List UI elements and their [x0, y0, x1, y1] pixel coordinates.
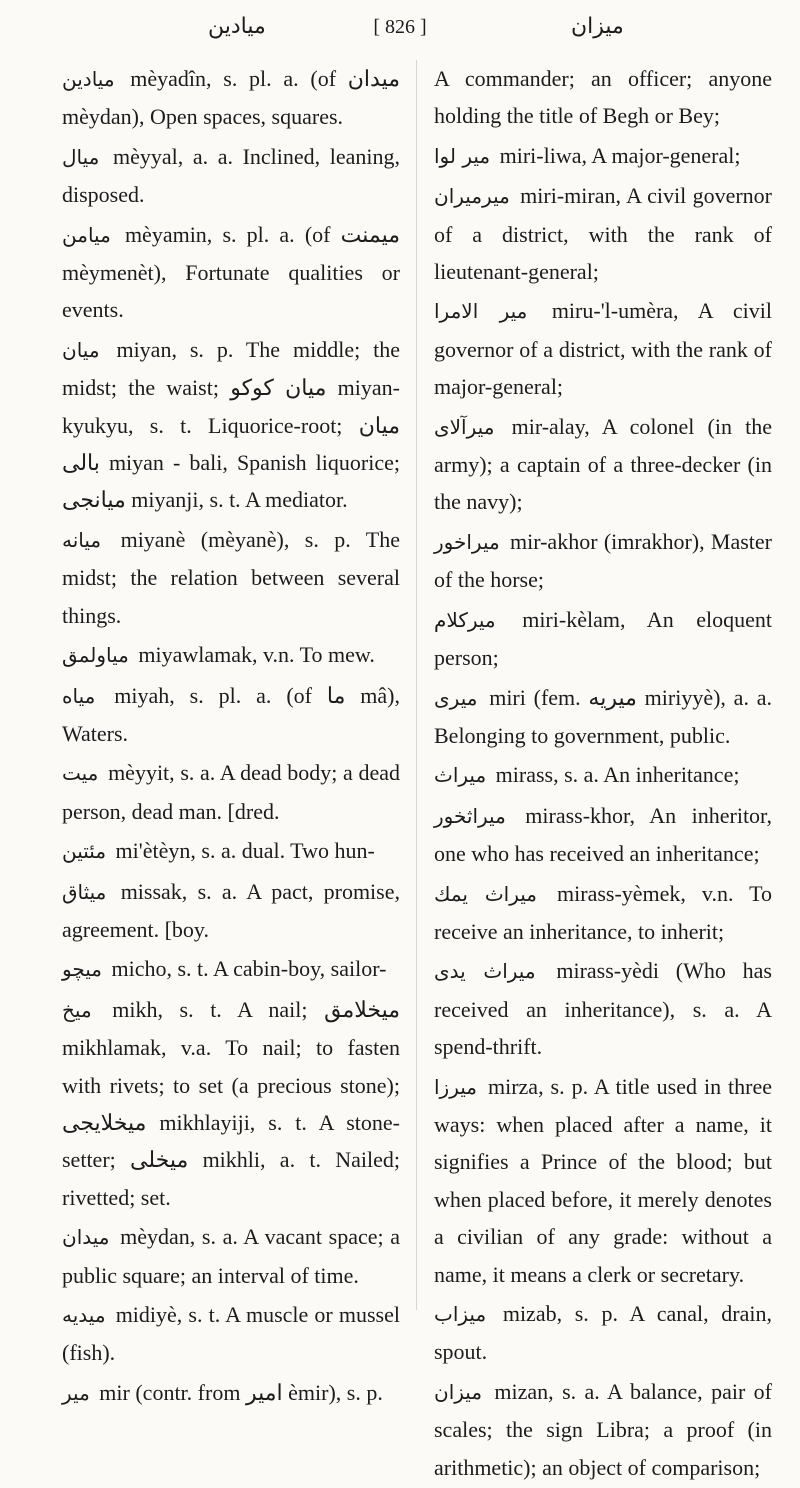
entry-arabic-headword: میراث یدی	[434, 959, 536, 984]
entry-definition: micho, s. t. A cabin-boy, sailor-	[111, 956, 387, 982]
entry-arabic-headword: میدان	[62, 1225, 110, 1250]
entry-arabic-headword: میراث	[434, 763, 487, 788]
dictionary-entry	[434, 177, 772, 290]
dictionary-entry	[62, 1374, 400, 1412]
dictionary-entry	[434, 292, 772, 405]
entry-definition: miyan, s. p. The middle; the midst; the waist; میان کوکو miyan-kyukyu, s. t. Liquorice-root; میان بالی miyan - bali, Spanish liquorice; میانجی miyanji, s. t. A mediator.	[62, 336, 400, 513]
entry-definition: mirass-khor, An inheritor, one who has received an inheritance;	[434, 802, 773, 867]
entry-arabic-headword: میت	[62, 761, 99, 786]
dictionary-entry	[62, 991, 400, 1216]
dictionary-entry	[62, 754, 400, 830]
entry-definition: mèyamin, s. pl. a. (of میمنت mèymenèt), Fortunate qualities or events.	[62, 221, 401, 323]
dictionary-entry	[434, 137, 772, 175]
entry-definition: mir-alay, A colonel (in the army); a captain of a three-decker (in the navy);	[434, 413, 772, 515]
entry-definition: midiyè, s. t. A muscle or mussel (fish).	[62, 1302, 400, 1366]
entry-arabic-headword: میزان	[434, 1379, 483, 1404]
entry-arabic-headword: میرآلای	[434, 414, 495, 439]
dictionary-entry	[62, 521, 400, 634]
entry-arabic-headword: میدیه	[62, 1303, 106, 1327]
entry-definition: mi'ètèyn, s. a. dual. Two hun-	[115, 838, 375, 864]
entry-definition: miyawlamak, v.n. To mew.	[138, 642, 375, 668]
dictionary-entry	[62, 331, 400, 519]
entry-definition: mèyyit, s. a. A dead body; a dead person, dead man. [dred.	[62, 760, 401, 824]
entry-arabic-headword: میراخور	[434, 529, 500, 554]
dictionary-entry	[62, 1296, 400, 1372]
entry-arabic-headword: میر لوا	[434, 143, 491, 168]
dictionary-entry	[62, 138, 400, 214]
right-running-headword: میزان	[571, 14, 624, 39]
entry-arabic-headword: میادین	[62, 67, 115, 91]
dictionary-entry	[62, 950, 400, 988]
entry-definition: mikh, s. t. A nail; میخلامق mikhlamak, v.a. To nail; to fasten with rivets; to set (a precious stone); میخلایجی mikhlayiji, s. t. A stone-setter; میخلی mikhli, a. t. Nailed; rivetted; set.	[62, 996, 400, 1210]
entry-arabic-headword: میچو	[62, 957, 102, 982]
entry-definition: miri-miran, A civil governor of a district, with the rank of lieutenant-general;	[434, 183, 772, 285]
entry-definition: miri-kèlam, An eloquent person;	[434, 606, 773, 671]
entry-arabic-headword: میر	[62, 1380, 90, 1405]
dictionary-entry	[434, 60, 772, 135]
dictionary-entry	[434, 797, 772, 873]
entry-arabic-headword: میاه	[62, 683, 96, 708]
entry-definition: miyah, s. pl. a. (of ما mâ), Waters.	[62, 682, 401, 746]
right-column	[434, 60, 772, 1488]
entry-arabic-headword: مئتین	[62, 839, 107, 864]
entry-arabic-headword: میال	[62, 144, 100, 169]
entry-definition: mirass-yèmek, v.n. To receive an inheritance, to inherit;	[434, 880, 772, 944]
entry-definition: A commander; an officer; anyone holding the title of Begh or Bey;	[434, 66, 772, 129]
dictionary-entry	[434, 408, 772, 521]
entry-definition: mirza, s. p. A title used in three ways: when placed after a name, it signifies a Prince of the blood; but when placed before, it merely denotes a civilian of any grade: without a name, it means a clerk or secretary.	[434, 1073, 773, 1287]
entry-arabic-headword: میرمیران	[434, 184, 510, 209]
entry-arabic-headword: میرکلام	[434, 607, 496, 632]
entry-arabic-headword: میرزا	[434, 1074, 477, 1099]
entry-definition: mèyadîn, s. pl. a. (of میدان mèydan), Open spaces, squares.	[62, 66, 400, 130]
entry-arabic-headword: میانه	[62, 527, 102, 552]
entry-definition: mèydan, s. a. A vacant space; a public square; an interval of time.	[62, 1224, 400, 1288]
entry-definition: missak, s. a. A pact, promise, agreement. [boy.	[62, 878, 400, 942]
entry-definition: mèyyal, a. a. Inclined, leaning, disposed.	[62, 143, 401, 208]
dictionary-entry	[62, 216, 400, 329]
page-header	[0, 10, 800, 54]
entry-arabic-headword: میر الامرا	[434, 299, 528, 324]
entry-definition: miri (fem. میریه miriyyè), a. a. Belonging to government, public.	[434, 684, 772, 748]
entry-arabic-headword: میثاق	[62, 879, 107, 904]
dictionary-entry	[434, 679, 772, 755]
entry-arabic-headword: میخ	[62, 997, 92, 1022]
entry-arabic-headword: میزاب	[434, 1302, 487, 1326]
entry-arabic-headword: میری	[434, 685, 478, 710]
entry-definition: miyanè (mèyanè), s. p. The midst; the relation between several things.	[62, 526, 400, 628]
entry-arabic-headword: میاولمق	[62, 643, 129, 668]
dictionary-entry	[62, 1218, 400, 1294]
column-divider	[416, 60, 417, 1310]
dictionary-entry	[434, 601, 772, 677]
entry-arabic-headword: میان	[62, 337, 100, 362]
dictionary-entry	[62, 60, 400, 136]
entry-arabic-headword: میامن	[62, 222, 111, 247]
entry-definition: mir (contr. from امیر èmir), s. p.	[99, 1379, 383, 1405]
dictionary-entry	[62, 677, 400, 753]
dictionary-entry	[434, 756, 772, 794]
entry-definition: mirass, s. a. An inheritance;	[495, 762, 740, 788]
entry-arabic-headword: میراث یمك	[434, 881, 538, 906]
left-running-headword: میادین	[208, 14, 266, 39]
dictionary-entry	[434, 1373, 772, 1486]
dictionary-entry	[434, 1068, 772, 1293]
entry-definition: mirass-yèdi (Who has received an inheritance), s. a. A spend-thrift.	[434, 958, 772, 1060]
dictionary-entry	[434, 1295, 772, 1371]
left-column	[62, 60, 400, 1414]
entry-arabic-headword: میراثخور	[434, 803, 506, 828]
dictionary-entry	[434, 952, 772, 1065]
dictionary-entry	[434, 523, 772, 599]
dictionary-entry	[434, 875, 772, 951]
dictionary-entry	[62, 832, 400, 870]
dictionary-entry	[62, 873, 400, 949]
entry-definition: miri-liwa, A major-general;	[499, 142, 741, 168]
page-number: [ 826 ]	[373, 16, 427, 38]
entry-definition: miru-'l-umèra, A civil governor of a district, with the rank of major-general;	[434, 298, 773, 400]
dictionary-entry	[62, 636, 400, 674]
entry-definition: mizan, s. a. A balance, pair of scales; the sign Libra; a proof (in arithmetic); an object of comparison;	[434, 1378, 772, 1480]
entry-definition: mizab, s. p. A canal, drain, spout.	[434, 1301, 772, 1365]
entry-definition: mir-akhor (imrakhor), Master of the horse;	[434, 528, 772, 593]
